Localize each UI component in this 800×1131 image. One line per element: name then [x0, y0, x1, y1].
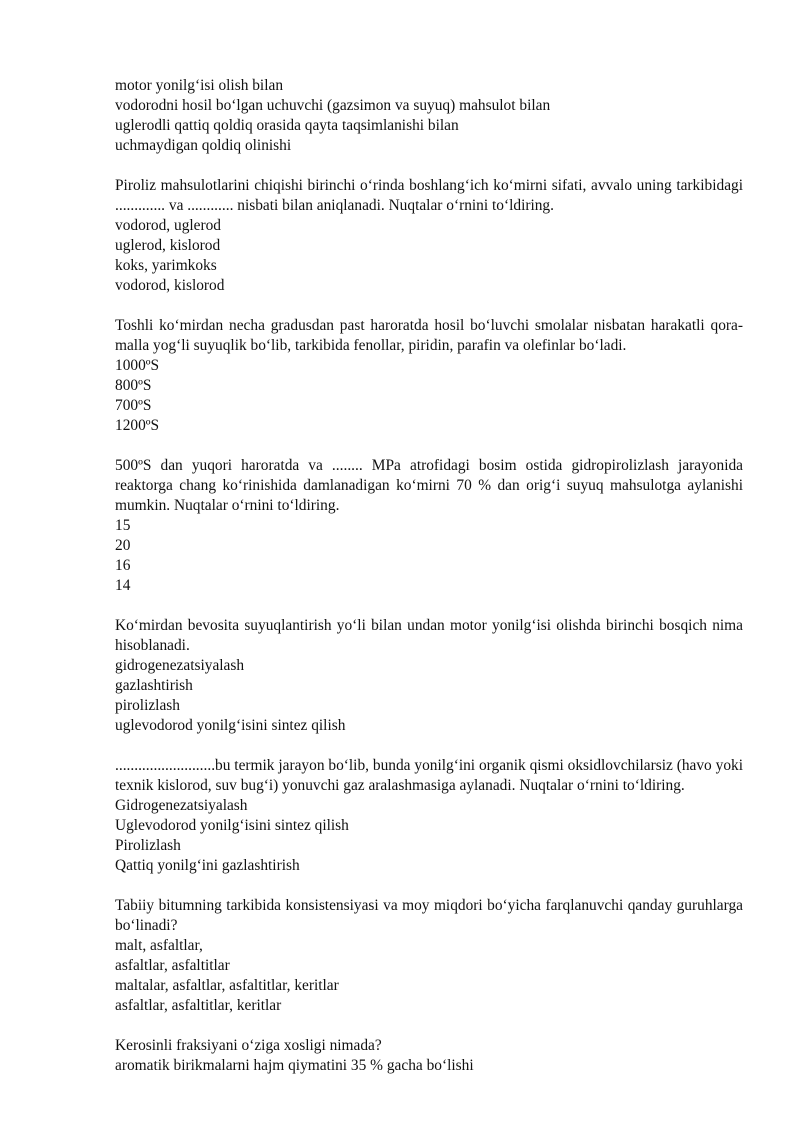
question-block [115, 1036, 743, 1076]
answer-option: 16 [115, 557, 131, 574]
answer-option: 14 [115, 577, 131, 594]
question-text: 500ºS dan yuqori haroratda va ........ MPa atrofidagi bosim ostida gidropirolizlash jarayonida reaktorga chang ko‘rinishida damlanadigan ko‘mirni 70 % dan orig‘i suyuq mahsulotga aylanishi mumkin. Nuqtalar o‘rnini to‘ldiring. [115, 457, 743, 514]
answer-option: uglerod, kislorod [115, 237, 221, 254]
answer-option: 15 [115, 517, 131, 534]
answer-option: malt, asfaltlar, [115, 937, 203, 954]
answer-option: gidrogenezatsiyalash [115, 657, 245, 674]
answer-option: 1200ºS [115, 417, 160, 434]
document-page [115, 76, 743, 1096]
answer-option: aromatik birikmalarni hajm qiymatini 35 % gacha bo‘lishi [115, 1057, 474, 1074]
intro-line: vodorodni hosil bo‘lgan uchuvchi (gazsimon va suyuq) mahsulot bilan [115, 97, 551, 114]
answer-option: asfaltlar, asfaltitlar [115, 957, 230, 974]
answer-option: asfaltlar, asfaltitlar, keritlar [115, 997, 282, 1014]
intro-line: motor yonilg‘isi olish bilan [115, 77, 284, 94]
answer-option: gazlashtirish [115, 677, 193, 694]
intro-line: uglerodli qattiq qoldiq orasida qayta taqsimlanishi bilan [115, 117, 459, 134]
intro-block [115, 76, 743, 156]
answer-option: pirolizlash [115, 697, 180, 714]
question-block [115, 316, 743, 436]
answer-option: maltalar, asfaltlar, asfaltitlar, keritlar [115, 977, 339, 994]
question-text: Ko‘mirdan bevosita suyuqlantirish yo‘li bilan undan motor yonilg‘isi olishda birinchi bosqich nima hisoblanadi. [115, 617, 743, 654]
question-text: Toshli ko‘mirdan necha gradusdan past haroratda hosil bo‘luvchi smolalar nisbatan harakatli qora-malla yog‘li suyuqlik bo‘lib, tarkibida fenollar, piridin, parafin va olefinlar bo‘ladi. [115, 317, 743, 354]
answer-option: 700ºS [115, 397, 152, 414]
answer-option: koks, yarimkoks [115, 257, 217, 274]
answer-option: Gidrogenezatsiyalash [115, 797, 248, 814]
answer-option: Qattiq yonilg‘ini gazlashtirish [115, 857, 300, 874]
question-text: ..........................bu termik jarayon bo‘lib, bunda yonilg‘ini organik qismi oksidlovchilarsiz (havo yoki texnik kislorod, suv bug‘i) yonuvchi gaz aralashmasiga aylanadi. Nuqtalar o‘rnini to‘ldiring. [115, 757, 743, 794]
intro-line: uchmaydigan qoldiq olinishi [115, 137, 292, 154]
answer-option: Pirolizlash [115, 837, 181, 854]
question-text: Tabiiy bitumning tarkibida konsistensiyasi va moy miqdori bo‘yicha farqlanuvchi qanday guruhlarga bo‘linadi? [115, 897, 743, 934]
question-text: Kerosinli fraksiyani o‘ziga xosligi nimada? [115, 1037, 382, 1054]
question-text: Piroliz mahsulotlarini chiqishi birinchi o‘rinda boshlang‘ich ko‘mirni sifati, avvalo uning tarkibidagi ............. va ............ nisbati bilan aniqlanadi. Nuqtalar o‘rnini to‘ldiring. [115, 177, 743, 214]
question-block [115, 896, 743, 1016]
answer-option: 800ºS [115, 377, 152, 394]
question-block [115, 756, 743, 876]
answer-option: vodorod, kislorod [115, 277, 225, 294]
answer-option: uglevodorod yonilg‘isini sintez qilish [115, 717, 346, 734]
answer-option: 1000ºS [115, 357, 160, 374]
question-block [115, 176, 743, 296]
answer-option: vodorod, uglerod [115, 217, 222, 234]
question-block [115, 616, 743, 736]
question-block [115, 456, 743, 596]
answer-option: Uglevodorod yonilg‘isini sintez qilish [115, 817, 349, 834]
answer-option: 20 [115, 537, 131, 554]
